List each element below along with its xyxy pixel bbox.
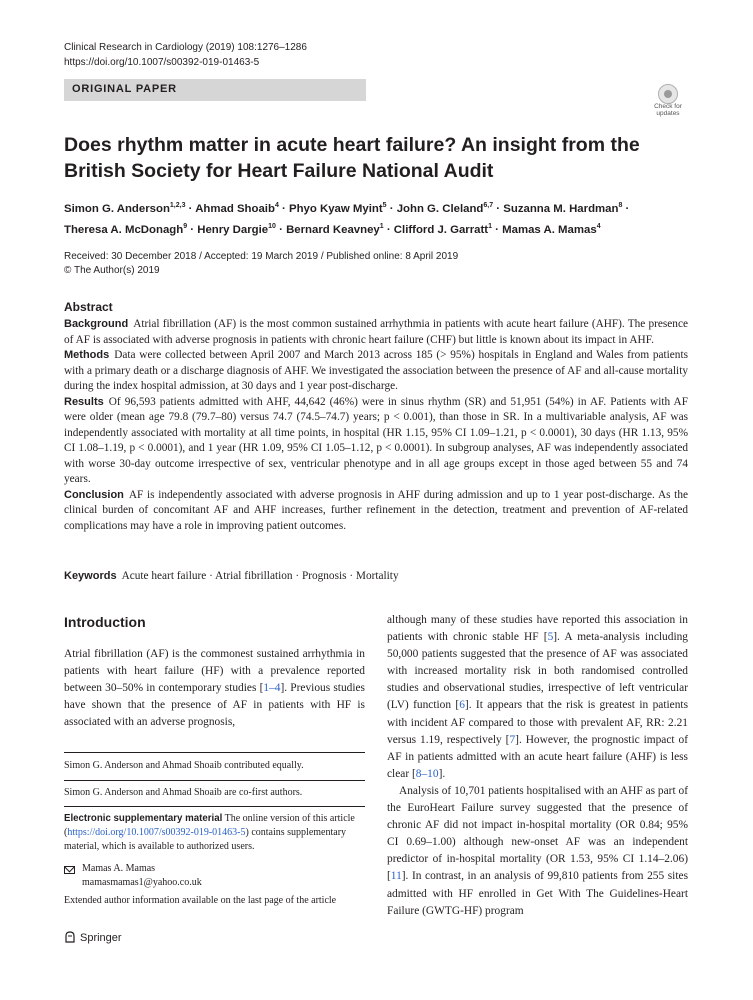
abstract-conclusion-label: Conclusion — [64, 488, 124, 501]
footnote-esm: Electronic supplementary material The online version of this article (https://doi.org/10.1007/s00392-019-01463-5) contains supplementary material, which is available to authorized users. — [64, 813, 355, 852]
footnote-equal-contribution: Simon G. Anderson and Ahmad Shoaib contributed equally. — [64, 760, 304, 771]
author[interactable]: Bernard Keavney$^1$ — [286, 222, 384, 236]
author[interactable]: Henry Dargie$^{10}$ — [197, 222, 276, 236]
intro-paragraph: Analysis of 10,701 patients hospitalised with an AHF as part of the EuroHeart Failure survey suggested that the presence of chronic AF did not impact in-hospital mortality (OR 0.84; 95% CI 0.69–1.00) although new-onset AF was an independent predictor of in-hospital mortality (OR 1.53, 95% CI 1.14–2.06) [11]. In contrast, in an analysis of 99,810 patients from 255 sites admitted with HF enrolled in Get With The Guidelines-Heart Failure (GWTG-HF) program — [387, 784, 688, 917]
intro-paragraph: although many of these studies have reported this association in patients with chronic stable HF [5]. A meta-analysis including 50,000 patients suggested that the presence of AF was associated with increased mortality risk in both randomised controlled studies and observational studies, irrespective of left ventricular (LV) function [6]. It appears that the risk is greatest in patients with incident AF compared to those with prevalent AF, RR: 2.21 versus 1.19, respectively [7]. However, the prognostic impact of AF in patients admitted with an acute heart failure (AHF) is less clear [8–10]. — [387, 614, 689, 780]
author[interactable]: Mamas A. Mamas$^4$ — [502, 222, 601, 236]
check-for-updates-badge[interactable] — [648, 84, 688, 120]
citation-link[interactable]: 8–10 — [415, 767, 439, 780]
citation-link[interactable]: 6 — [459, 699, 465, 712]
journal-header — [64, 40, 307, 70]
abstract-heading: Abstract — [64, 300, 113, 314]
citation-link[interactable]: 11 — [390, 870, 402, 883]
contact-email[interactable]: mamasmamas1@yahoo.co.uk — [82, 877, 202, 888]
author[interactable]: Ahmad Shoaib$^4$ — [195, 202, 279, 215]
footnote-divider — [64, 752, 365, 753]
journal-citation: Clinical Research in Cardiology (2019) 108:1276–1286 — [64, 42, 307, 53]
envelope-icon — [64, 866, 75, 874]
author[interactable]: Simon G. Anderson$^{1,2,3}$ — [64, 202, 186, 215]
author[interactable]: John G. Cleland$^{6,7}$ — [396, 202, 494, 215]
publisher-footer — [64, 931, 122, 945]
footnote-divider — [64, 780, 365, 781]
footnote-cofirst: Simon G. Anderson and Ahmad Shoaib are co-first authors. — [64, 787, 303, 798]
author-list: Simon G. Anderson$^{1,2,3}$ · Ahmad Shoaib$^4$ · Phyo Kyaw Myint$^5$ · John G. Cleland$^{6,7}$ · Suzanna M. Hardman$^8$ · Theresa A. McDonagh$^9$ · Henry Dargie$^{10}$ · Bernard Keavney$^1$ · Clifford J. Garratt$^1$ · Mamas A. Mamas$^4$ — [64, 202, 630, 236]
history-dates: Received: 30 December 2018 / Accepted: 19 March 2019 / Published online: 8 April 2019 — [64, 251, 459, 262]
publisher-name: Springer — [80, 932, 122, 944]
author[interactable]: Clifford J. Garratt$^1$ — [393, 222, 493, 236]
footnote-divider — [64, 806, 365, 807]
extended-author-info: Extended author information available on the last page of the article — [64, 895, 337, 906]
check-for-updates-line1: Check for — [654, 103, 682, 110]
author[interactable]: Theresa A. McDonagh$^9$ — [64, 222, 188, 236]
keywords — [64, 569, 688, 585]
abstract — [64, 317, 688, 534]
springer-horse-icon — [64, 931, 76, 943]
introduction-heading: Introduction — [64, 614, 146, 630]
body-column-right — [387, 612, 688, 920]
esm-label: Electronic supplementary material — [64, 813, 223, 824]
keywords-text: Acute heart failure · Atrial fibrillation · Prognosis · Mortality — [121, 570, 399, 582]
esm-link[interactable]: https://doi.org/10.1007/s00392-019-01463-5 — [67, 827, 246, 838]
article-title: Does rhythm matter in acute heart failure? An insight from the British Society for Heart Failure National Audit — [64, 134, 640, 182]
keywords-label: Keywords — [64, 570, 117, 582]
journal-doi[interactable]: https://doi.org/10.1007/s00392-019-01463-5 — [64, 57, 260, 68]
article-type-band — [64, 79, 366, 101]
intro-paragraph: Atrial fibrillation (AF) is the commonest sustained arrhythmia in patients with heart failure (HF) with a prevalence reported between 30–50% in contemporary studies [1–4]. Previous studies have shown that the presence of AF in patients with HF is associated with an adverse prognosis, — [64, 648, 365, 729]
corresponding-author — [82, 862, 202, 890]
contact-name: Mamas A. Mamas — [82, 863, 156, 874]
article-dates — [64, 250, 458, 278]
abstract-results-label: Results — [64, 395, 104, 408]
abstract-methods: Methods Data were collected between April 2007 and March 2013 across 185 (> 95%) hospitals in England and Wales from patients with a primary death or a discharge diagnosis of AHF. We investigated the association between the presence of AF and all-cause mortality during the index hospital admission, at 30 days and 1 year post-discharge. — [64, 349, 688, 392]
citation-link[interactable]: 7 — [509, 733, 516, 746]
citation-link[interactable]: 1–4 — [263, 682, 281, 695]
citation-link[interactable]: 5 — [547, 631, 554, 644]
author[interactable]: Suzanna M. Hardman$^8$ — [503, 202, 623, 215]
body-column-left — [64, 646, 365, 731]
abstract-results: Results Of 96,593 patients admitted with AHF, 44,642 (46%) were in sinus rhythm (SR) and 51,951 (54%) in AF. Patients with AF were older (mean age 79.8 (79.7–80) versus 74.7 (74.5–74.7) years; p < 0.001), than those in SR. In a multivariable analysis, AF was independently associated with mortality at all time points, in hospital (HR 1.15, 95% CI 1.09–1.21, p < 0.0001), 30 days (HR 1.13, 95% CI 1.08–1.19, p < 0.0001), and 1 year (HR 1.09, 95% CI 1.05–1.12, p < 0.0001). In subgroup analyses, AF was independently associated with worse 30-day outcome irrespective of sex, ventricular phenotype and in all age groups except in those aged between 55 and 74 years. — [64, 395, 688, 485]
abstract-background-label: Background — [64, 318, 129, 330]
copyright: © The Author(s) 2019 — [64, 265, 160, 276]
check-for-updates-icon — [658, 84, 678, 104]
article-type: ORIGINAL PAPER — [72, 83, 177, 95]
abstract-methods-label: Methods — [64, 349, 110, 361]
author[interactable]: Phyo Kyaw Myint$^5$ — [288, 202, 387, 215]
check-for-updates-line2: updates — [656, 110, 680, 117]
abstract-conclusion: Conclusion AF is independently associated with adverse prognosis in AHF during admission and up to 1 year post-discharge. As the clinical burden of concomitant AF and AHF increases, further refinement in the detection, treatment and prevention of AF-related complications may have a role in improving patient outcomes. — [64, 488, 688, 532]
abstract-background: Background Atrial fibrillation (AF) is the most common sustained arrhythmia in patients with acute heart failure (AHF). The presence of AF is associated with adverse prognosis in patients with chronic heart failure (CHF) but little is known about its impact in AHF. — [64, 318, 688, 346]
